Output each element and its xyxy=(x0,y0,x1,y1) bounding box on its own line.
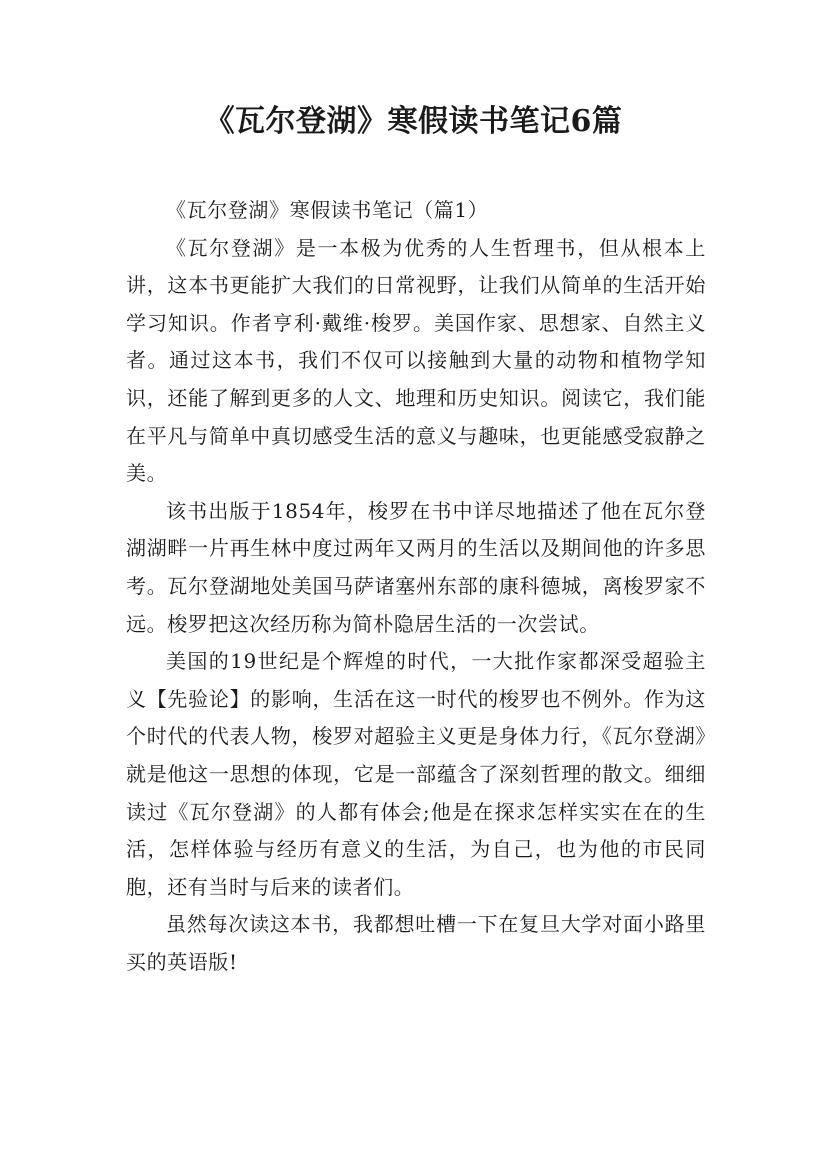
paragraph: 虽然每次读这本书，我都想吐槽一下在复旦大学对面小路里买的英语版! xyxy=(126,912,706,974)
document-body xyxy=(126,192,706,981)
paragraph: 《瓦尔登湖》是一本极为优秀的人生哲理书，但从根本上讲，这本书更能扩大我们的日常视野，让我们从简单的生活开始学习知识。作者亨利·戴维·梭罗。美国作家、思想家、自然主义者。通过这本书，我们不仅可以接触到大量的动物和植物学知识，还能了解到更多的人文、地理和历史知识。阅读它，我们能在平凡与简单中真切感受生活的意义与趣味，也更能感受寂静之美。 xyxy=(126,235,706,486)
paragraph: 美国的19世纪是个辉煌的时代，一大批作家都深受超验主义【先验论】的影响，生活在这一时代的梭罗也不例外。作为这个时代的代表人物，梭罗对超验主义更是身体力行，《瓦尔登湖》就是他这一思想的体现，它是一部蕴含了深刻哲理的散文。细细读过《瓦尔登湖》的人都有体会;他是在探求怎样实实在在的生活，怎样体验与经历有意义的生活，为自己，也为他的市民同胞，还有当时与后来的读者们。 xyxy=(126,649,706,899)
document-title: 《瓦尔登湖》寒假读书笔记6篇 xyxy=(204,104,623,139)
section-heading: 《瓦尔登湖》寒假读书笔记（篇1） xyxy=(166,198,489,222)
paragraph: 该书出版于1854年，梭罗在书中详尽地描述了他在瓦尔登湖湖畔一片再生林中度过两年又两月的生活以及期间他的许多思考。瓦尔登湖地处美国马萨诸塞州东部的康科德城，离梭罗家不远。梭罗把这次经历称为简朴隐居生活的一次尝试。 xyxy=(126,498,706,636)
